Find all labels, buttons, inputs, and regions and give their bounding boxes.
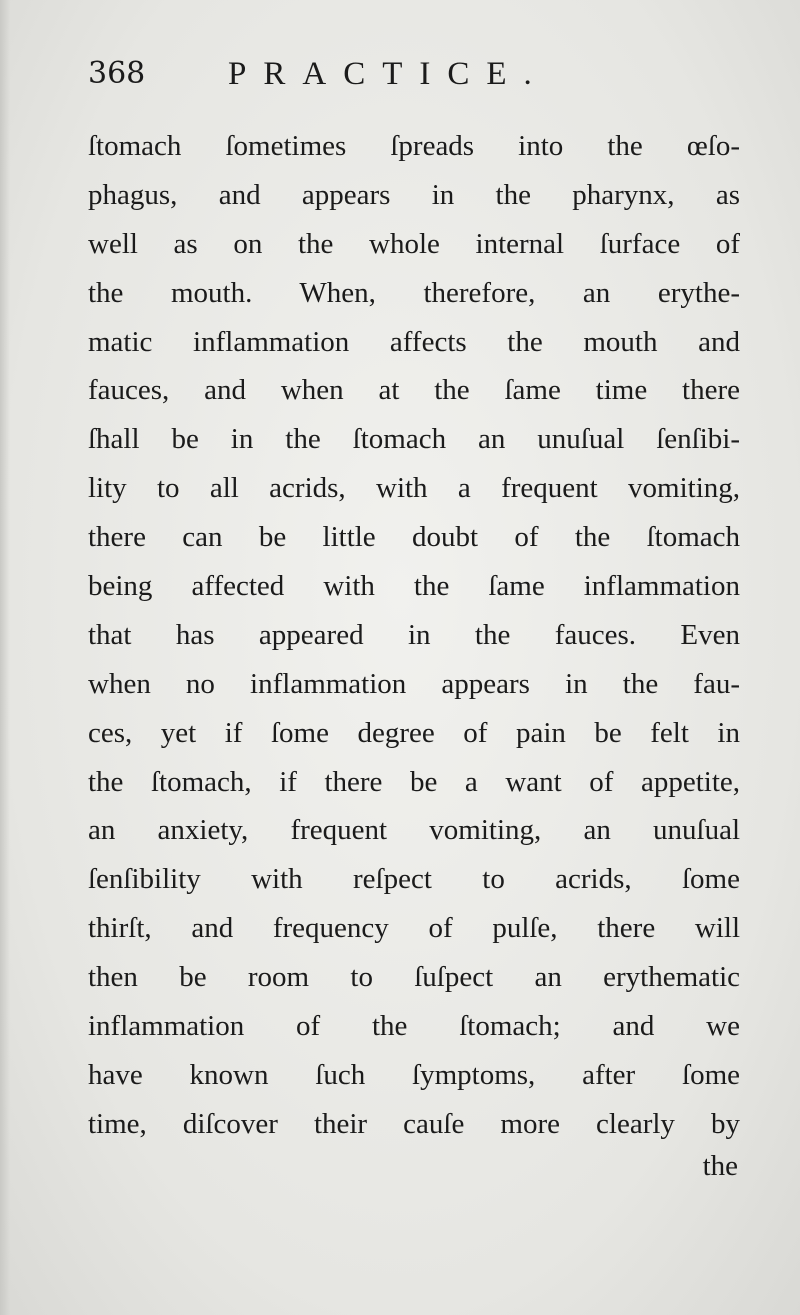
text-line: an anxiety, frequent vomiting, an unuſual xyxy=(88,814,740,847)
text-line: being affected with the ſame inflammation xyxy=(88,570,740,603)
text-line: ſhall be in the ſtomach an unuſual ſenſibi- xyxy=(88,423,740,456)
catchword: the xyxy=(702,1150,738,1182)
text-line: that has appeared in the fauces. Even xyxy=(88,618,740,651)
text-line: ſenſibility with reſpect to acrids, ſome xyxy=(88,863,740,896)
text-line: the mouth. When, therefore, an erythe- xyxy=(88,276,740,309)
page-number: 368 xyxy=(88,56,146,91)
text-line: have known ſuch ſymptoms, after ſome xyxy=(88,1058,740,1091)
text-line: thirſt, and frequency of pulſe, there will xyxy=(88,912,740,945)
text-line: when no inflammation appears in the fau- xyxy=(88,667,740,700)
text-line: the ſtomach, if there be a want of appetite, xyxy=(88,765,740,798)
body-text xyxy=(88,122,740,1149)
text-line: well as on the whole internal ſurface of xyxy=(88,227,740,260)
text-line: then be room to ſuſpect an erythematic xyxy=(88,961,740,994)
page-edge-shadow xyxy=(0,0,10,1315)
text-line: fauces, and when at the ſame time there xyxy=(88,374,740,407)
text-line: there can be little doubt of the ſtomach xyxy=(88,521,740,554)
text-line: phagus, and appears in the pharynx, as xyxy=(88,178,740,211)
text-line: matic inflammation affects the mouth and xyxy=(88,325,740,358)
text-line: time, diſcover their cauſe more clearly by xyxy=(88,1107,740,1140)
page-header xyxy=(88,56,748,100)
text-line: lity to all acrids, with a frequent vomiting, xyxy=(88,472,740,505)
text-line: ſtomach ſometimes ſpreads into the œſo- xyxy=(88,130,740,162)
text-line: inflammation of the ſtomach; and we xyxy=(88,1010,740,1043)
running-head: PRACTICE. xyxy=(228,56,549,92)
text-line: ces, yet if ſome degree of pain be felt in xyxy=(88,716,740,749)
